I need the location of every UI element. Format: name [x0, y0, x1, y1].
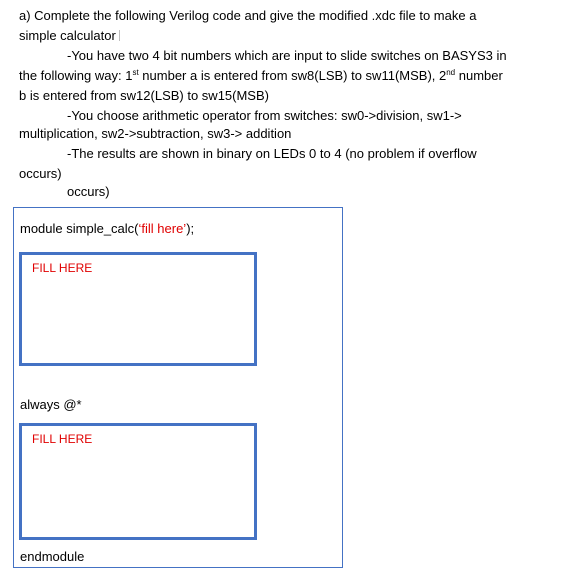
question-line-2-text: simple calculator [19, 28, 116, 43]
fill-area-logic[interactable] [19, 423, 257, 540]
fill-here-label-2: FILL HERE [32, 432, 93, 446]
question-line-3: -You have two 4 bit numbers which are input to slide switches on BASYS3 in [67, 48, 507, 63]
module-declaration-prefix: module simple_calc( [20, 221, 139, 236]
always-block-line: always @* [20, 397, 82, 412]
question-line-9: occurs) [19, 166, 62, 181]
question-line-4-part-c: number [455, 68, 503, 83]
module-declaration-line [20, 221, 194, 237]
question-line-4-part-b: number a is entered from sw8(LSB) to sw11(MSB), 2 [138, 68, 447, 83]
fill-here-label-1: FILL HERE [32, 261, 93, 275]
question-line-1: a) Complete the following Verilog code and give the modified .xdc file to make a [19, 8, 477, 23]
question-line-6: -You choose arithmetic operator from switches: sw0->division, sw1-> [67, 108, 462, 123]
question-line-4 [19, 68, 503, 84]
code-answer-box [13, 207, 343, 568]
endmodule-line: endmodule [20, 549, 85, 564]
fill-area-ports[interactable] [19, 252, 257, 366]
ordinal-suffix-st: st [132, 68, 139, 77]
question-line-4-part-a: the following way: 1 [19, 68, 133, 83]
question-line-5: b is entered from sw12(LSB) to sw15(MSB) [19, 88, 269, 103]
ordinal-suffix-nd: nd [446, 68, 456, 77]
module-port-placeholder: ‘fill here’ [138, 221, 187, 236]
question-line-10: occurs) [67, 184, 110, 199]
question-line-7: multiplication, sw2->subtraction, sw3-> addition [19, 126, 292, 141]
question-line-8: -The results are shown in binary on LEDs 0 to 4 (no problem if overflow [67, 146, 477, 161]
module-declaration-suffix: ); [186, 221, 195, 236]
text-cursor-mark [119, 30, 120, 41]
question-line-2 [19, 28, 120, 44]
